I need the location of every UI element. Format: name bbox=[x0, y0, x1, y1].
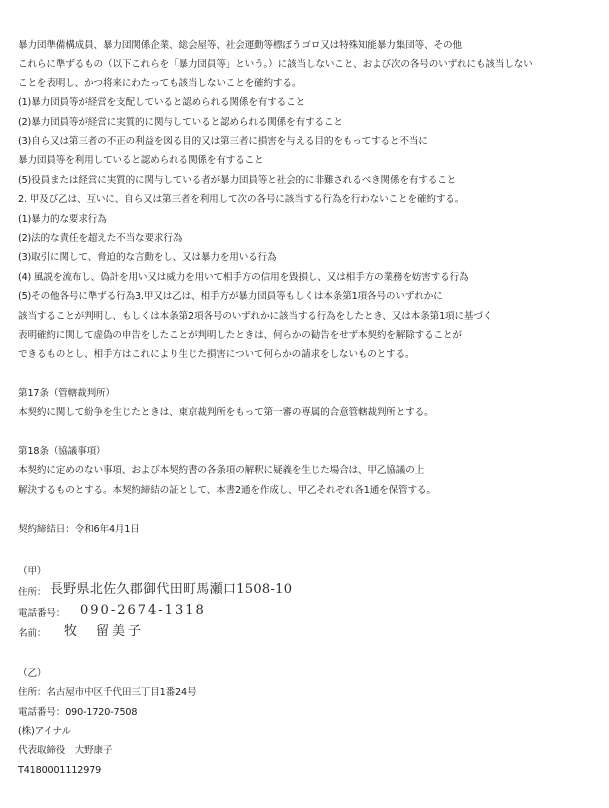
clause-line: 2. 甲及び乙は、互いに、自ら又は第三者を利用して次の各号に該当する行為を行わないことを確約する。 bbox=[18, 194, 465, 205]
signing-date: 契約締結日：令和6年4月1日 bbox=[18, 524, 140, 535]
article18-heading: 第18条（協議事項） bbox=[18, 446, 106, 457]
party-a-name-handwritten: 牧 留美子 bbox=[64, 624, 145, 639]
clause-line: 暴力団準備構成員、暴力団関係企業、総会屋等、社会運動等標ぼうゴロ又は特殊知能暴力集団等、その他 bbox=[18, 40, 462, 51]
article17-heading: 第17条（管轄裁判所） bbox=[18, 388, 115, 399]
clause-item: (3)自ら又は第三者の不正の利益を図る目的又は第三者に損害を与える目的をもってすると不当に bbox=[18, 136, 428, 147]
clause-item: (2)暴力団員等が経営に実質的に関与していると認められる関係を有すること bbox=[18, 117, 343, 128]
clause-line: できるものとし、相手方はこれにより生じた損害について何らかの請求をしないものとする。 bbox=[18, 349, 415, 360]
clause-line: 表明確約に関して虚偽の申告をしたことが判明したときは、何らかの勧告をせず本契約を解除することが bbox=[18, 330, 462, 341]
clause-line: 該当することが判明し、もしくは本条第2項各号のいずれかに該当する行為をしたとき、又は本条第1項に基づく bbox=[18, 311, 493, 322]
clause-item: (4) 風説を流布し、偽計を用い又は威力を用いて相手方の信用を毀損し、又は相手方の業務を妨害する行為 bbox=[18, 272, 469, 283]
clause-item: (5)役員または経営に実質的に関与している者が暴力団員等と社会的に非難されるべき関係を有すること bbox=[18, 175, 457, 186]
clause-item: (1)暴力的な要求行為 bbox=[18, 214, 107, 225]
clause-line: ことを表明し、かつ将来にわたっても該当しないことを確約する。 bbox=[18, 78, 302, 89]
clause-item: (1)暴力団員等が経営を支配していると認められる関係を有すること bbox=[18, 97, 306, 108]
clause-item: (5)その他各号に準ずる行為3.甲又は乙は、相手方が暴力団員等もしくは本条第1項各号のいずれかに bbox=[18, 291, 443, 302]
party-b-address: 住所：名古屋市中区千代田三丁目1番24号 bbox=[18, 687, 197, 698]
party-a-address-handwritten: 長野県北佐久郡御代田町馬瀬口1508-10 bbox=[50, 582, 293, 597]
article17-body: 本契約に関して紛争を生じたときは、東京裁判所をもって第一審の専属的合意管轄裁判所とする。 bbox=[18, 407, 434, 418]
party-b-registration: T4180001112979 bbox=[18, 765, 102, 776]
party-b-representative: 代表取締役 大野康子 bbox=[18, 745, 113, 756]
clause-item: (2)法的な責任を超えた不当な要求行為 bbox=[18, 233, 183, 244]
article18-body-line: 解決するものとする。本契約締結の証として、本書2通を作成し、甲乙それぞれ各1通を保管する。 bbox=[18, 485, 436, 496]
party-a-phone-label: 電話番号： bbox=[18, 608, 66, 619]
party-b-company: (株)アイナル bbox=[18, 726, 72, 737]
clause-line: これらに準ずるもの（以下これらを「暴力団員等」という。）に該当しないこと、および次の各号のいずれにも該当しない bbox=[18, 59, 533, 70]
party-a-address-label: 住所： bbox=[18, 587, 47, 598]
party-b-phone: 電話番号：090-1720-7508 bbox=[18, 707, 138, 718]
party-a-header: （甲） bbox=[18, 566, 47, 577]
party-b-header: （乙） bbox=[18, 668, 47, 679]
party-a-phone-handwritten: 090-2674-1318 bbox=[80, 603, 206, 618]
article18-body-line: 本契約に定めのない事項、および本契約書の各条項の解釈に疑義を生じた場合は、甲乙協議の上 bbox=[18, 465, 425, 476]
party-a-name-label: 名前： bbox=[18, 628, 47, 639]
clause-item: (3)取引に関して、脅迫的な言動をし、又は暴力を用いる行為 bbox=[18, 252, 277, 263]
clause-line: 暴力団員等を利用していると認められる関係を有すること bbox=[18, 155, 264, 166]
